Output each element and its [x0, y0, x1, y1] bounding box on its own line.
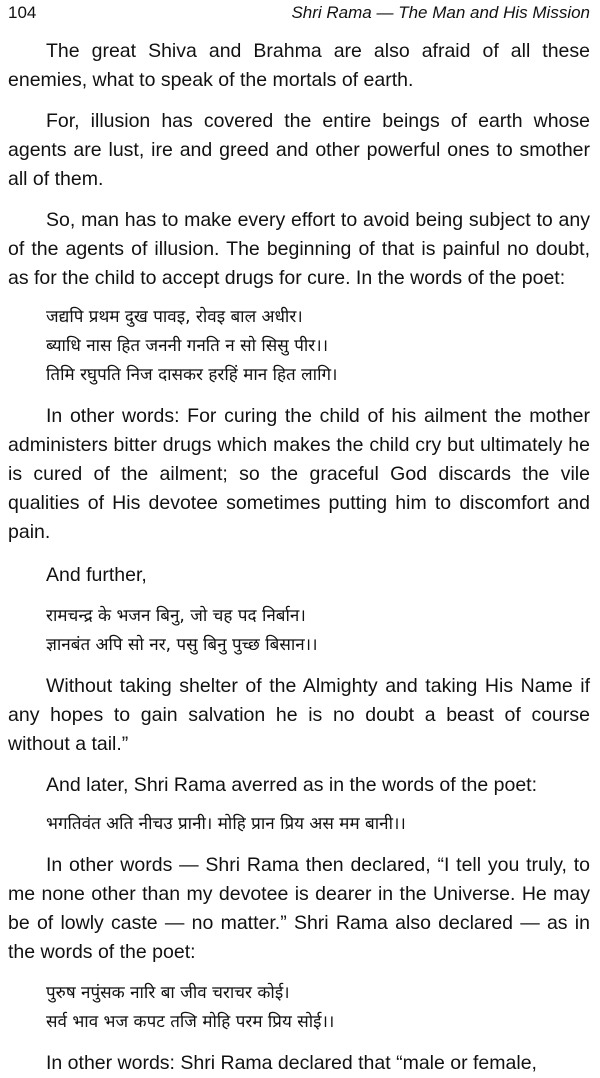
- page-number: 104: [8, 3, 37, 22]
- paragraph-9: In other words: Shri Rama declared that “male or female,: [46, 1052, 537, 1074]
- paragraph-5: And further,: [46, 564, 147, 586]
- verse-line: भगतिवंत अति नीचउ प्रानी। मोहि प्रान प्रिय अस मम बानी।।: [46, 814, 406, 834]
- verse-line: ब्याधि नास हित जननी गनति न सो सिसु पीर।।: [46, 336, 329, 356]
- verse-2: [46, 602, 590, 660]
- verse-line: सर्व भाव भज कपट तजि मोहि परम प्रिय सोई।।: [46, 1012, 335, 1032]
- verse-line: रामचन्द्र के भजन बिनु, जो चह पद निर्बान।: [46, 606, 306, 626]
- verse-4: [46, 979, 590, 1037]
- paragraph-4: In other words: For curing the child of his ailment the mother administers bitter drugs which makes the child cry but ultimately he is cured of the ailment; so the graceful God discards the vile qualities of His devotee sometimes putting him to discomfort and pain.: [8, 405, 590, 543]
- paragraph-1: The great Shiva and Brahma are also afraid of all these enemies, what to speak of the mortals of earth.: [8, 40, 590, 91]
- running-title: Shri Rama — The Man and His Mission: [291, 3, 590, 22]
- page-body: [8, 37, 590, 1078]
- paragraph-7: And later, Shri Rama averred as in the words of the poet:: [46, 774, 538, 796]
- verse-line: तिमि रघुपति निज दासकर हरहिं मान हित लागि।: [46, 365, 338, 385]
- paragraph-2: For, illusion has covered the entire beings of earth whose agents are lust, ire and greed and other powerful ones to smother all of them.: [8, 110, 590, 190]
- paragraph-6: Without taking shelter of the Almighty and taking His Name if any hopes to gain salvation he is no doubt a beast of course without a tail.”: [8, 675, 590, 755]
- verse-3: [46, 810, 590, 839]
- paragraph-3: So, man has to make every effort to avoid being subject to any of the agents of illusion. The beginning of that is painful no doubt, as for the child to accept drugs for cure. In the words of the poet:: [8, 209, 590, 289]
- verse-line: पुरुष नपुंसक नारि बा जीव चराचर कोई।: [46, 983, 290, 1003]
- verse-line: ज्ञानबंत अपि सो नर, पसु बिनु पुच्छ बिसान।।: [46, 635, 318, 655]
- verse-line: जद्यपि प्रथम दुख पावइ, रोवइ बाल अधीर।: [46, 307, 303, 327]
- verse-1: [46, 303, 590, 390]
- paragraph-8: In other words — Shri Rama then declared, “I tell you truly, to me none other than my devotee is dearer in the Universe. He may be of lowly caste — no matter.” Shri Rama also declared — as in the words of the poet:: [8, 854, 590, 963]
- page-header: [8, 3, 590, 27]
